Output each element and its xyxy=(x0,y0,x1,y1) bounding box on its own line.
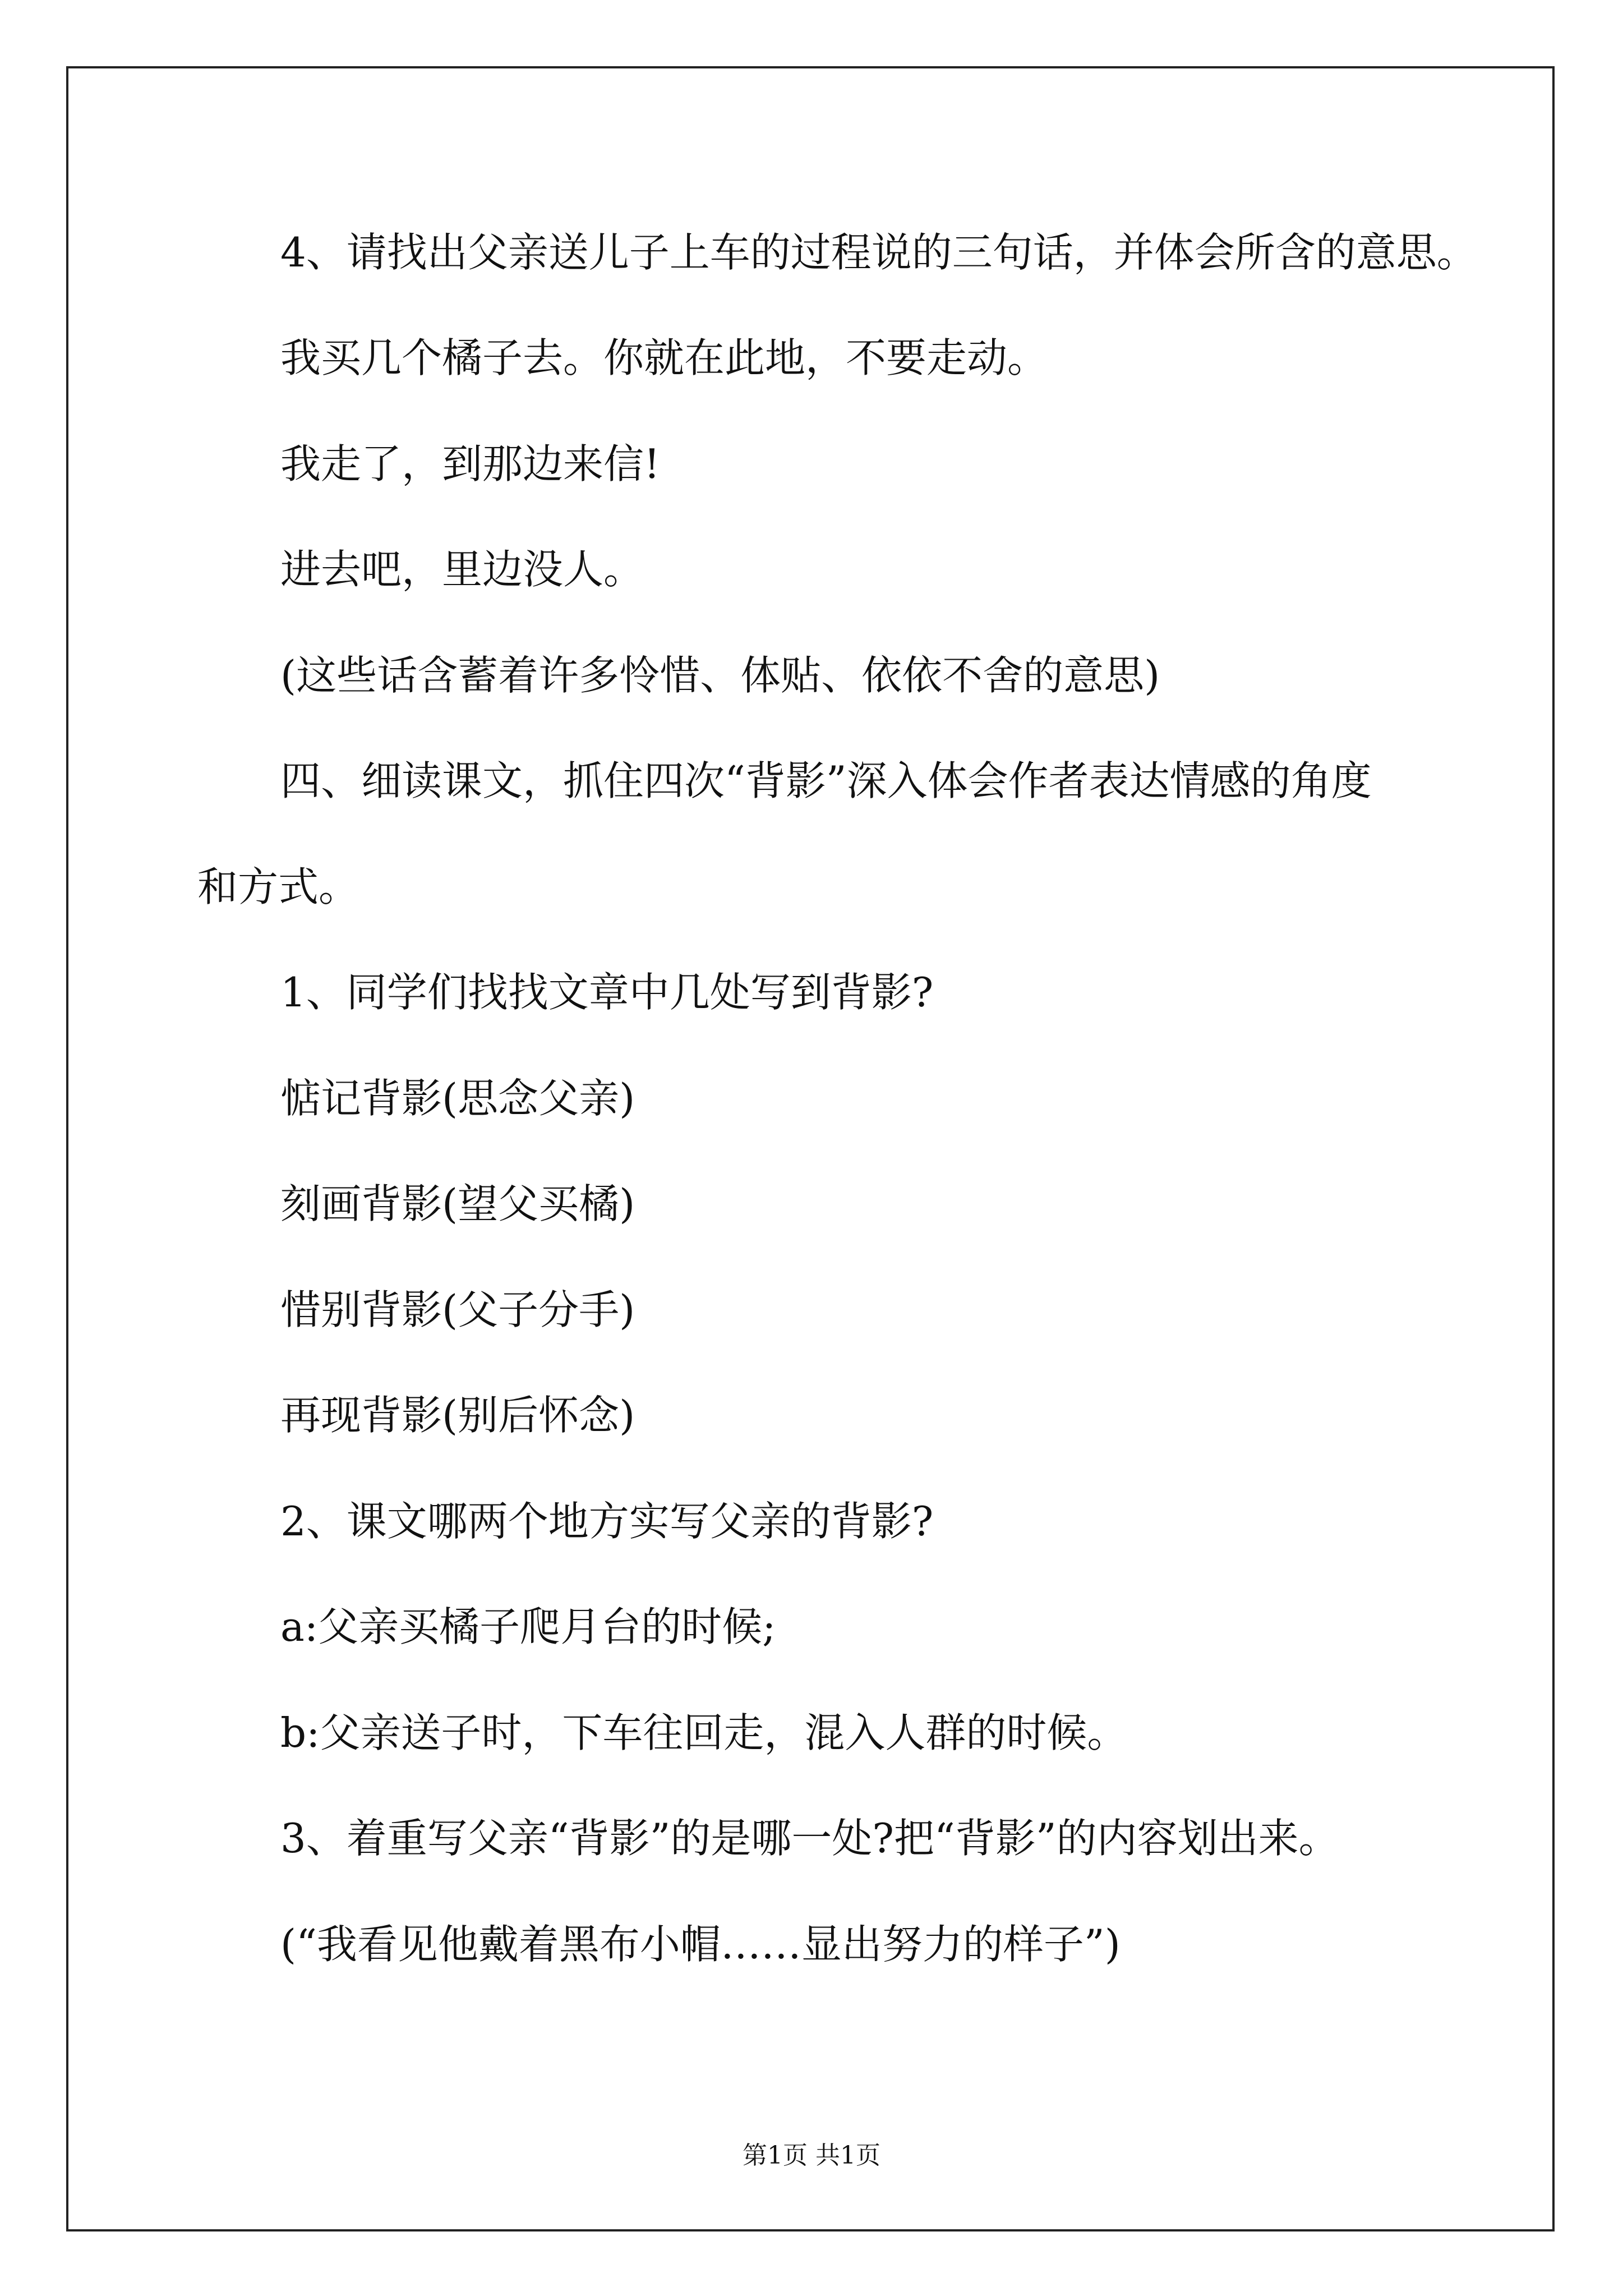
paragraph-section-four: 四、细读课文，抓住四次“背影”深入体会作者表达情感的角度 xyxy=(280,757,1372,804)
paragraph-q2: 2、课文哪两个地方实写父亲的背影? xyxy=(280,1498,934,1545)
page-footer: 第1页 共1页 xyxy=(743,2141,880,2170)
paragraph-item-3: 惜别背影(父子分手) xyxy=(280,1286,635,1333)
paragraph-quote-3: 进去吧，里边没人。 xyxy=(280,546,644,593)
paragraph-item-4: 再现背影(别后怀念) xyxy=(280,1392,635,1439)
paragraph-note: (这些话含蓄着许多怜惜、体贴、依依不舍的意思) xyxy=(280,652,1160,699)
paragraph-quote-1: 我买几个橘子去。你就在此地，不要走动。 xyxy=(280,334,1048,381)
paragraph-quote-2: 我走了，到那边来信! xyxy=(280,440,660,487)
paragraph-q4: 4、请找出父亲送儿子上车的过程说的三句话，并体会所含的意思。 xyxy=(280,229,1477,276)
paragraph-item-1: 惦记背影(思念父亲) xyxy=(280,1075,635,1122)
paragraph-quote-excerpt: (“我看见他戴着黑布小帽……显出努力的样子”) xyxy=(280,1921,1121,1968)
paragraph-q1: 1、同学们找找文章中几处写到背影? xyxy=(280,969,934,1016)
page-border xyxy=(66,66,1555,2231)
paragraph-q3: 3、着重写父亲“背影”的是哪一处?把“背影”的内容划出来。 xyxy=(280,1815,1339,1862)
paragraph-item-2: 刻画背影(望父买橘) xyxy=(280,1180,635,1227)
paragraph-answer-b: b:父亲送子时，下车往回走，混入人群的时候。 xyxy=(280,1709,1128,1756)
paragraph-section-four-cont: 和方式。 xyxy=(197,863,359,910)
paragraph-answer-a: a:父亲买橘子爬月台的时候; xyxy=(280,1603,776,1650)
